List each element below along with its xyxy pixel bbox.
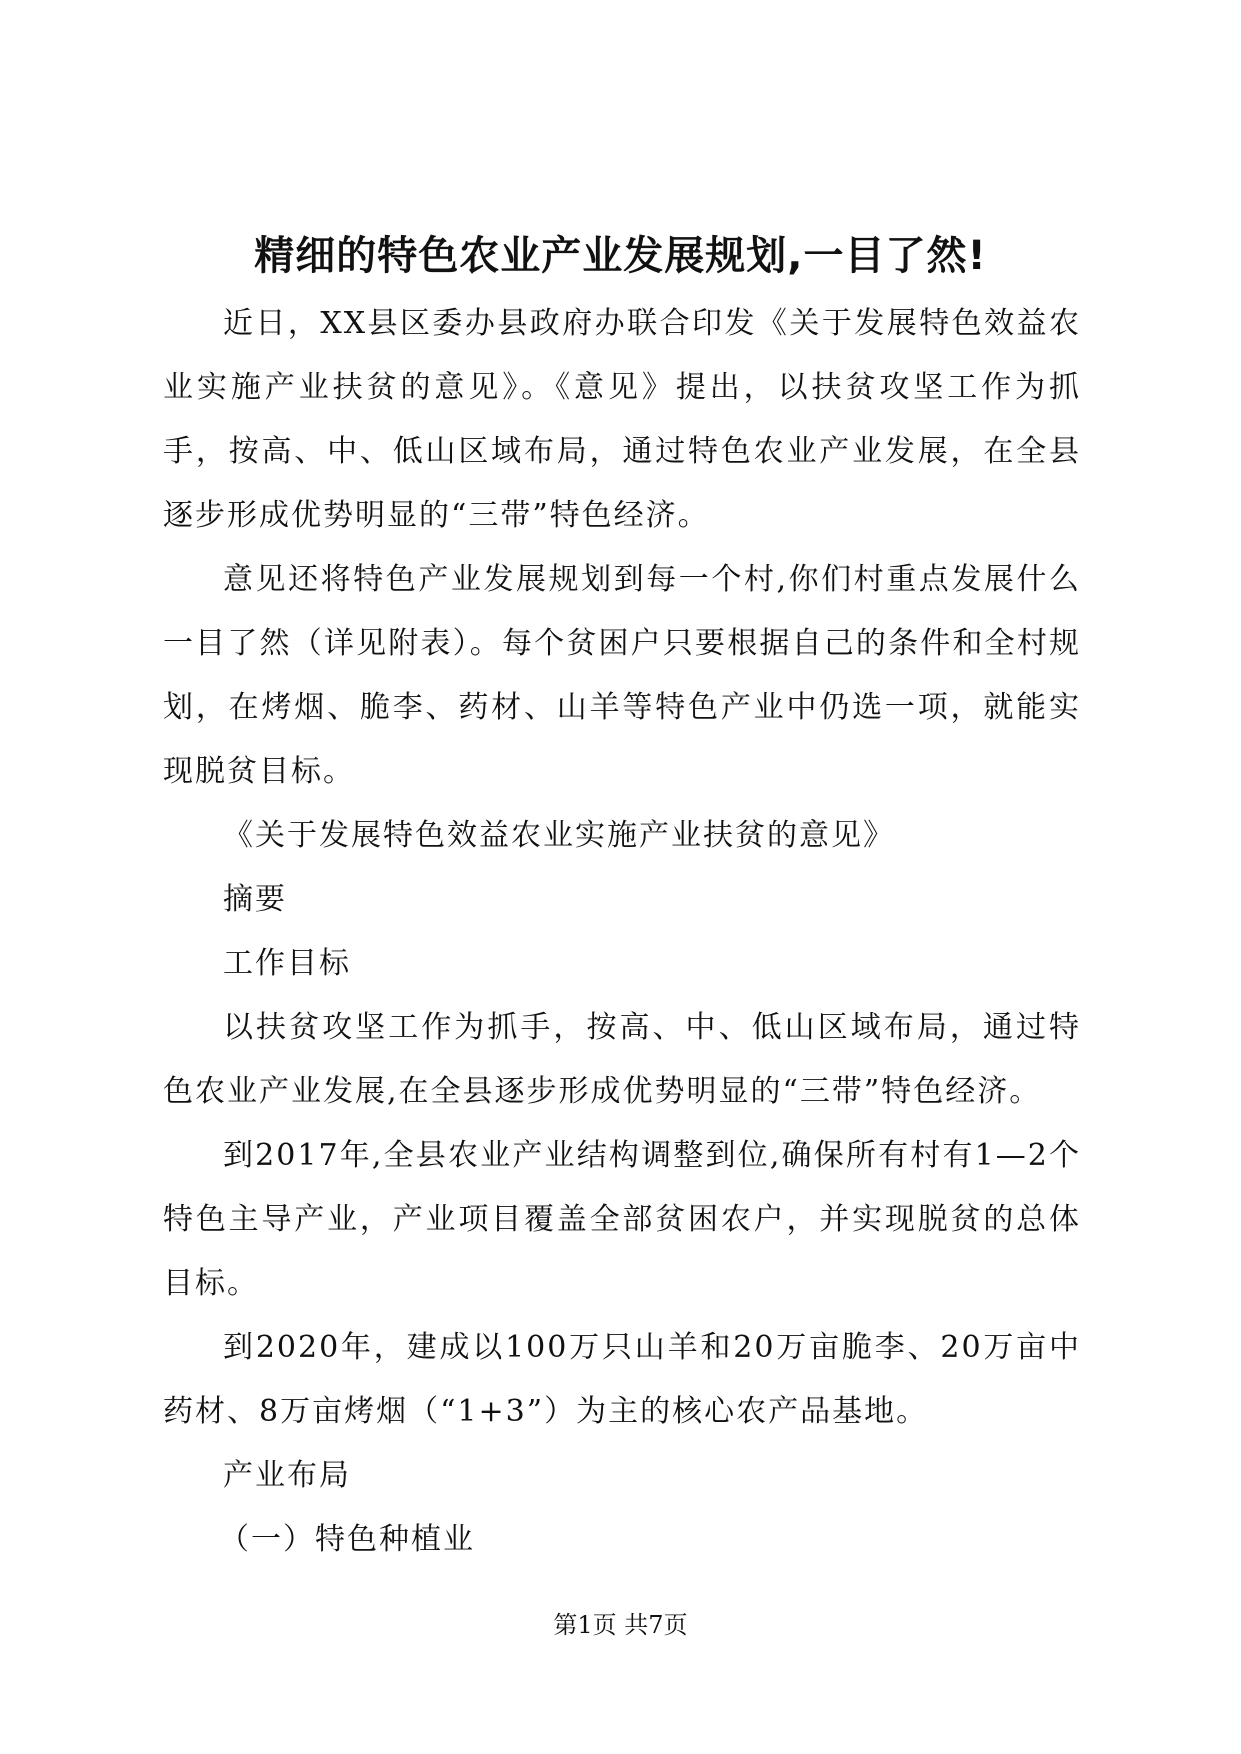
heading-industry-layout: 产业布局 — [223, 1458, 351, 1493]
paragraph-goal-main: 以扶贫攻坚工作为抓手，按高、中、低山区域布局，通过特色农业产业发展,在全县逐步形成优势明显的“三带”特色经济。 — [163, 1010, 1081, 1109]
paragraph-goal-2017: 到2017年,全县农业产业结构调整到位,确保所有村有1—2个特色主导产业，产业项目覆盖全部贫困农户，并实现脱贫的总体目标。 — [163, 1138, 1081, 1301]
heading-summary: 摘要 — [223, 882, 287, 917]
paragraph-opinion-title: 《关于发展特色效益农业实施产业扶贫的意见》 — [223, 818, 895, 853]
document-body — [163, 292, 1081, 1572]
paragraph-village-plan: 意见还将特色产业发展规划到每一个村,你们村重点发展什么一目了然（详见附表）。每个贫困户只要根据自己的条件和全村规划，在烤烟、脆李、药材、山羊等特色产业中仍选一项，就能实现脱贫目标。 — [163, 562, 1081, 789]
document-title: 精细的特色农业产业发展规划,一目了然! — [254, 233, 987, 279]
heading-work-goals: 工作目标 — [223, 946, 351, 981]
heading-special-planting: （一）特色种植业 — [219, 1522, 475, 1557]
paragraph-goal-2020: 到2020年，建成以100万只山羊和20万亩脆李、20万亩中药材、8万亩烤烟（“1+3”）为主的核心农产品基地。 — [163, 1330, 1081, 1429]
page-number-footer: 第1页 共7页 — [553, 1611, 688, 1639]
paragraph-intro: 近日，XX县区委办县政府办联合印发《关于发展特色效益农业实施产业扶贫的意见》。《意见》提出，以扶贫攻坚工作为抓手，按高、中、低山区域布局，通过特色农业产业发展，在全县逐步形成优势明显的“三带”特色经济。 — [163, 306, 1081, 533]
